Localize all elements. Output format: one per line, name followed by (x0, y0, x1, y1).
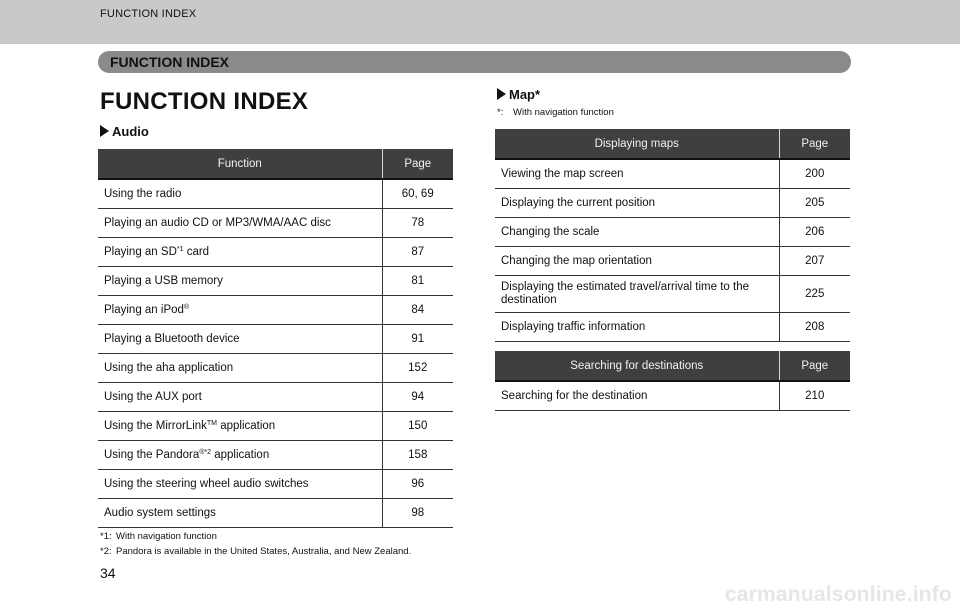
footnote-text: Pandora is available in the United States, Australia, and New Zealand. (116, 546, 412, 557)
watermark: carmanualsonline.info (724, 583, 952, 606)
function-text: Viewing the map screen (501, 168, 624, 180)
table-row (495, 313, 850, 342)
function-text: Changing the map orientation (501, 255, 652, 267)
page-cell: 78 (382, 209, 453, 238)
page-cell: 200 (779, 159, 850, 189)
table-row (98, 412, 453, 441)
page-cell: 210 (779, 381, 850, 411)
function-text: Using the MirrorLink (104, 420, 207, 432)
function-cell (495, 276, 779, 313)
function-cell (98, 296, 382, 325)
audio-function-table (98, 149, 453, 528)
footnote-text: With navigation function (116, 531, 217, 542)
map-heading-text: Map* (509, 87, 541, 102)
table-row (98, 296, 453, 325)
column-header-function: Function (98, 149, 382, 179)
superscript-mark: ® (183, 304, 190, 311)
function-text: Displaying traffic information (501, 321, 646, 333)
table-row (98, 499, 453, 528)
table-row (98, 325, 453, 354)
page-title: FUNCTION INDEX (100, 88, 309, 115)
triangle-bullet-icon (100, 125, 109, 137)
function-cell (98, 209, 382, 238)
page-cell: 158 (382, 441, 453, 470)
table-row (98, 238, 453, 267)
function-cell (98, 470, 382, 499)
footnote-mark: *2: (100, 546, 112, 557)
function-cell (495, 381, 779, 411)
superscript-mark: TM (206, 420, 218, 427)
function-cell (495, 189, 779, 218)
section-bar-label: FUNCTION INDEX (110, 54, 229, 70)
function-cell (98, 238, 382, 267)
function-text: Searching for the destination (501, 390, 648, 402)
page-cell: 91 (382, 325, 453, 354)
function-cell (98, 267, 382, 296)
note-text: With navigation function (513, 107, 614, 118)
function-text: Using the steering wheel audio switches (104, 478, 309, 490)
page-cell: 87 (382, 238, 453, 267)
map-heading (497, 87, 540, 102)
function-cell (98, 354, 382, 383)
page-cell: 98 (382, 499, 453, 528)
page-cell: 150 (382, 412, 453, 441)
page-cell: 207 (779, 247, 850, 276)
column-header-function: Displaying maps (495, 129, 779, 159)
function-text: Displaying the estimated travel/arrival time to the destination (501, 281, 749, 306)
page-cell: 208 (779, 313, 850, 342)
table-header-row (495, 351, 850, 381)
footnote-mark: *1: (100, 531, 112, 542)
page-cell: 205 (779, 189, 850, 218)
map-note (497, 107, 614, 118)
page-cell: 84 (382, 296, 453, 325)
column-header-page: Page (779, 351, 850, 381)
table-row (495, 218, 850, 247)
map-search-table (495, 351, 850, 411)
page-cell: 96 (382, 470, 453, 499)
function-cell (98, 441, 382, 470)
superscript-mark: ®*2 (199, 449, 212, 456)
audio-heading (100, 124, 149, 139)
note-mark: *: (497, 107, 504, 118)
table-row (495, 189, 850, 218)
table-row (98, 470, 453, 499)
superscript-mark: *1 (176, 246, 184, 253)
function-cell (495, 313, 779, 342)
running-head: FUNCTION INDEX (100, 8, 197, 20)
column-header-function: Searching for destinations (495, 351, 779, 381)
function-text: Using the AUX port (104, 391, 202, 403)
function-text: Playing an iPod (104, 304, 184, 316)
function-text: Audio system settings (104, 507, 216, 519)
function-text: Displaying the current position (501, 197, 656, 209)
table-row (495, 247, 850, 276)
table-header-row (495, 129, 850, 159)
function-text-suffix: card (183, 246, 210, 258)
function-cell (98, 383, 382, 412)
page-cell: 94 (382, 383, 453, 412)
audio-footnote-2 (100, 546, 411, 557)
page-cell: 81 (382, 267, 453, 296)
top-header-band (0, 0, 960, 44)
function-cell (98, 412, 382, 441)
function-text: Changing the scale (501, 226, 600, 238)
table-row (495, 381, 850, 411)
column-header-page: Page (382, 149, 453, 179)
audio-footnote-1 (100, 531, 217, 542)
function-cell (495, 247, 779, 276)
function-text: Using the aha application (104, 362, 234, 374)
table-row (98, 354, 453, 383)
table-row (98, 383, 453, 412)
function-text: Playing an audio CD or MP3/WMA/AAC disc (104, 217, 331, 229)
function-text: Playing a USB memory (104, 275, 223, 287)
column-header-page: Page (779, 129, 850, 159)
table-header-row (98, 149, 453, 179)
function-text: Using the radio (104, 188, 182, 200)
function-cell (495, 218, 779, 247)
function-text: Playing an SD (104, 246, 177, 258)
function-text: Playing a Bluetooth device (104, 333, 240, 345)
table-row (98, 209, 453, 238)
table-row (98, 267, 453, 296)
function-cell (98, 179, 382, 209)
page-cell: 206 (779, 218, 850, 247)
function-cell (98, 499, 382, 528)
function-cell (98, 325, 382, 354)
table-row (495, 276, 850, 313)
section-bar (98, 51, 851, 73)
function-text-suffix: application (211, 449, 270, 461)
page-number: 34 (100, 565, 116, 581)
page-cell: 60, 69 (382, 179, 453, 209)
table-row (98, 179, 453, 209)
function-cell (495, 159, 779, 189)
triangle-bullet-icon (497, 88, 506, 100)
table-row (495, 159, 850, 189)
function-text-suffix: application (217, 420, 276, 432)
table-row (98, 441, 453, 470)
map-display-table (495, 129, 850, 342)
function-text: Using the Pandora (104, 449, 200, 461)
page-cell: 152 (382, 354, 453, 383)
page-cell: 225 (779, 276, 850, 313)
audio-heading-text: Audio (112, 124, 149, 139)
